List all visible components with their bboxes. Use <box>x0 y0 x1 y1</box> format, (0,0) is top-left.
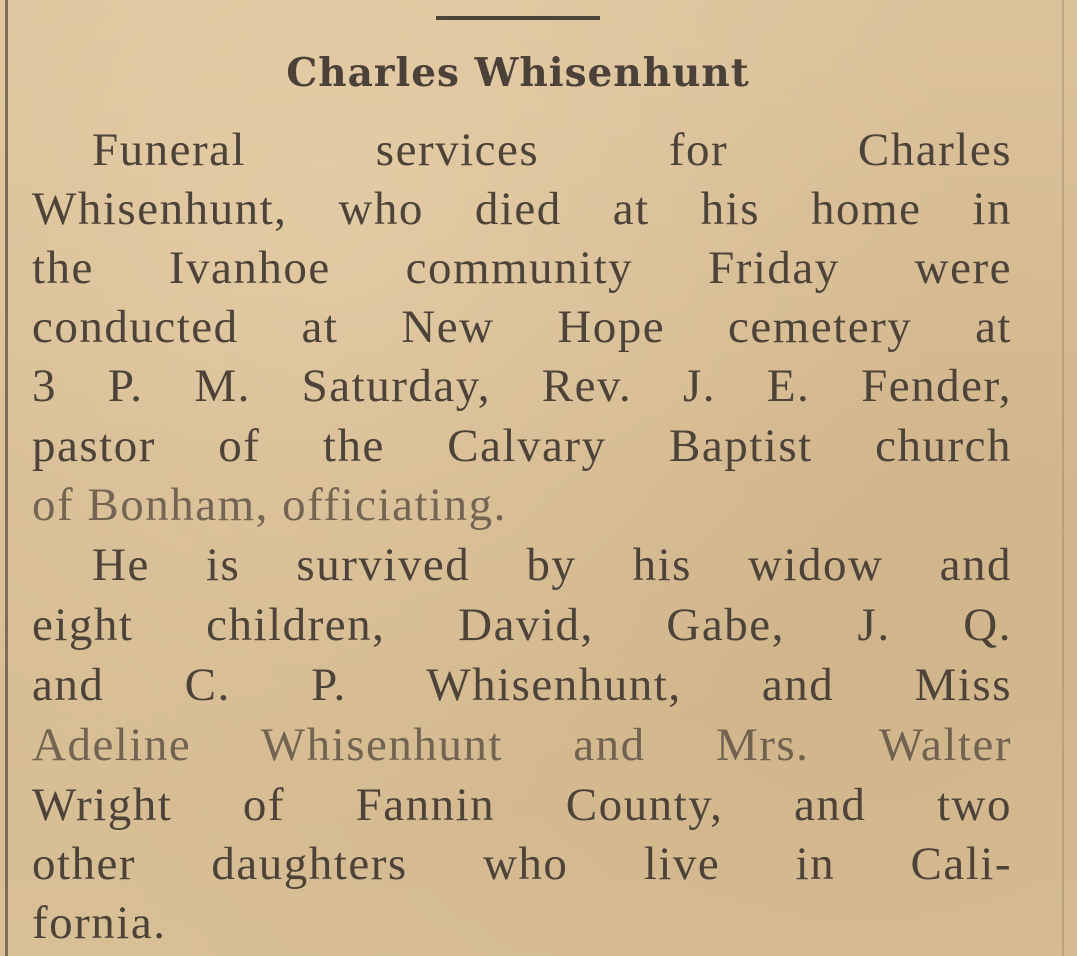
paragraph2-line-2: eight children, David, Gabe, J. Q. <box>32 599 1012 651</box>
paragraph2-line-5: Wright of Fannin County, and two <box>32 779 1012 831</box>
paragraph1-line-2: Whisenhunt, who died at his home in <box>32 183 1012 235</box>
paragraph2-line-4: Adeline Whisenhunt and Mrs. Walter <box>32 719 1012 771</box>
column-divider-rule <box>5 0 8 956</box>
paragraph1-line-3: the Ivanhoe community Friday were <box>32 242 1012 294</box>
paragraph2-line-3: and C. P. Whisenhunt, and Miss <box>32 659 1012 711</box>
paragraph2-line-1: He is survived by his widow and <box>92 539 1012 591</box>
paragraph1-line-1: Funeral services for Charles <box>92 124 1012 176</box>
paragraph1-line-7: of Bonham, officiating. <box>32 479 507 531</box>
article-headline: Charles Whisenhunt <box>286 50 750 96</box>
paragraph1-line-6: pastor of the Calvary Baptist church <box>32 420 1012 472</box>
paragraph1-line-4: conducted at New Hope cemetery at <box>32 301 1012 353</box>
paragraph2-line-6: other daughters who live in Cali- <box>32 838 1012 890</box>
paragraph1-line-5: 3 P. M. Saturday, Rev. J. E. Fender, <box>32 360 1012 412</box>
paragraph2-line-7: fornia. <box>32 897 167 949</box>
right-column-edge <box>1062 0 1064 956</box>
section-separator-rule <box>436 16 600 20</box>
